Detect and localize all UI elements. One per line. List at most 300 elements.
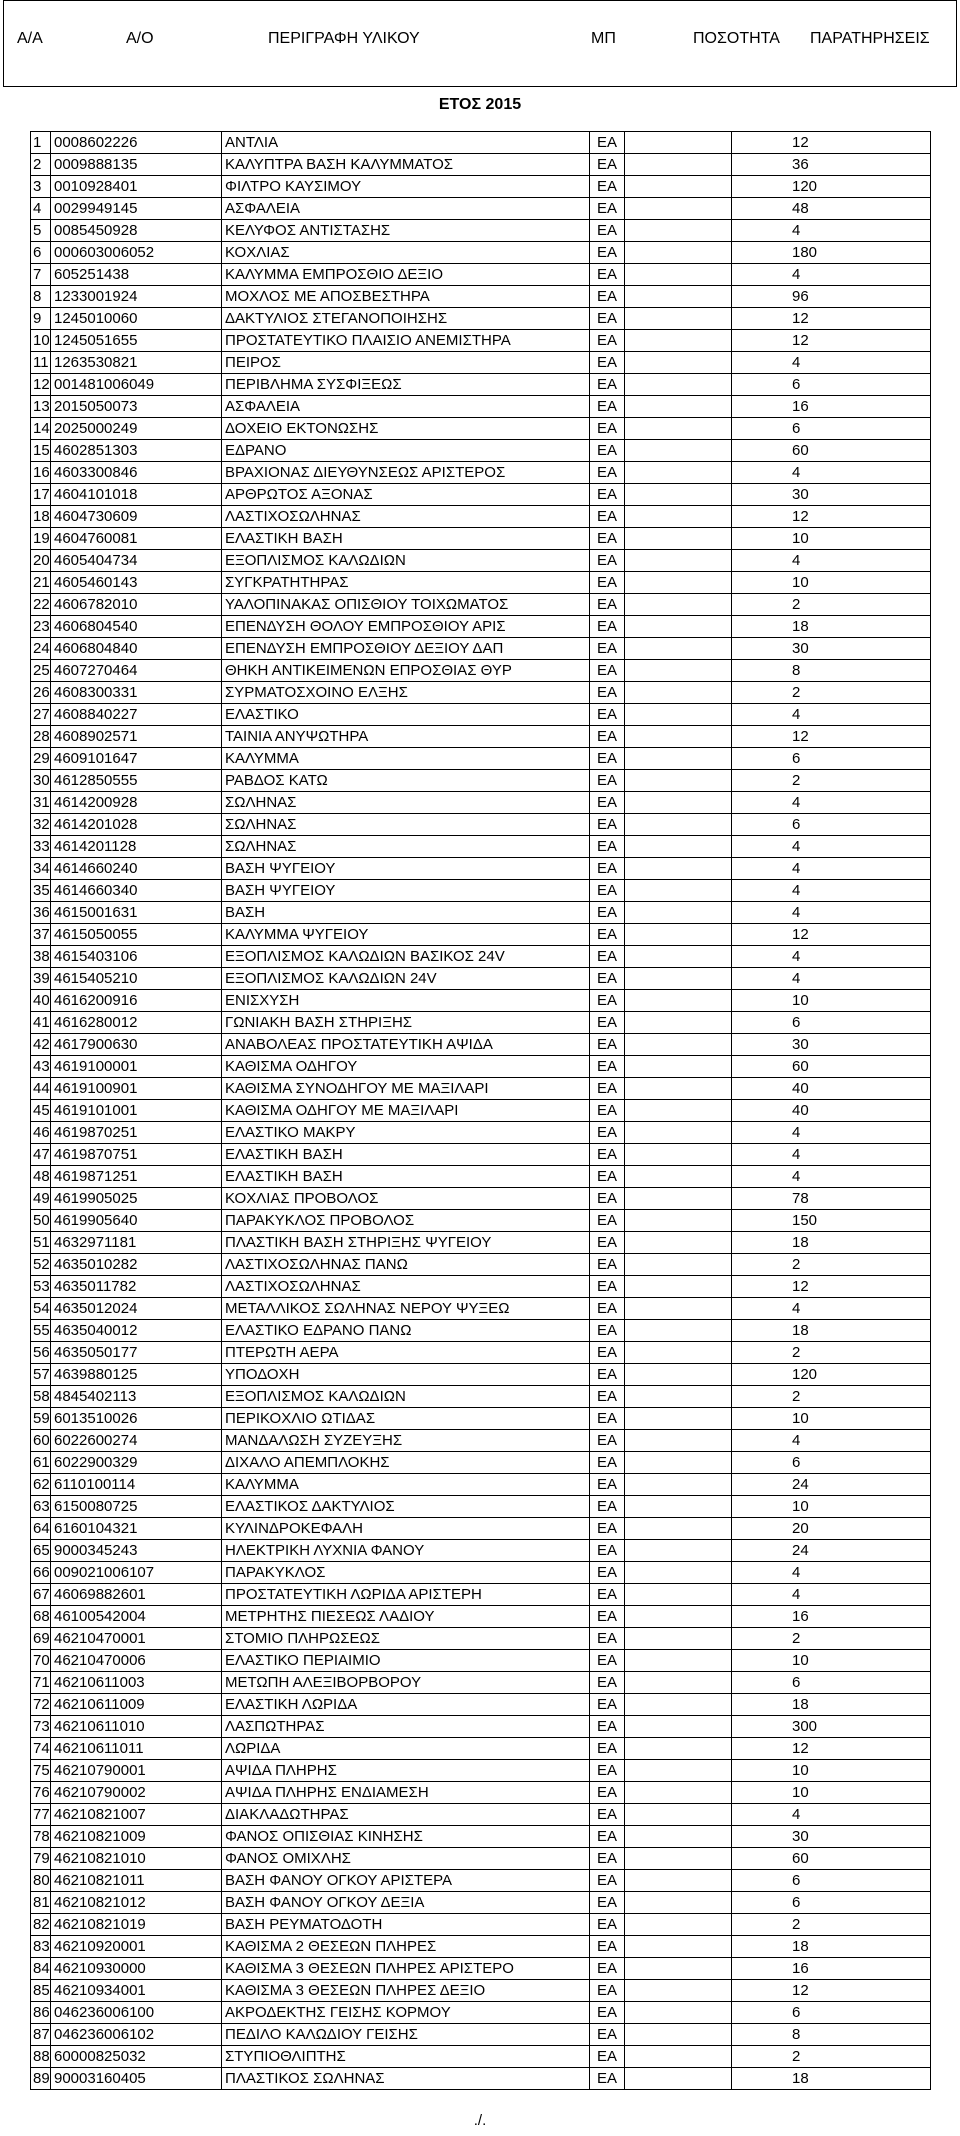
item-code: 4606804540 — [51, 616, 222, 637]
item-description: ΕΠΕΝΔΥΣΗ ΘΟΛΟΥ ΕΜΠΡΟΣΘΙΟΥ ΑΡΙΣ — [222, 616, 590, 637]
item-code: 4635011782 — [51, 1276, 222, 1297]
item-unit: ΕΑ — [590, 924, 625, 945]
item-unit: ΕΑ — [590, 704, 625, 725]
empty-cell — [625, 1496, 732, 1517]
item-description: ΚΑΘΙΣΜΑ 2 ΘΕΣΕΩΝ ΠΛΗΡΕΣ — [222, 1936, 590, 1957]
item-quantity: 10 — [732, 1408, 931, 1429]
empty-cell — [625, 374, 732, 395]
item-description: ΚΑΘΙΣΜΑ 3 ΘΕΣΕΩΝ ΠΛΗΡΕΣ ΔΕΞΙΟ — [222, 1980, 590, 2001]
table-row — [31, 1166, 931, 1188]
table-row — [31, 594, 931, 616]
table-row — [31, 1518, 931, 1540]
item-description: ΛΑΣΠΩΤΗΡΑΣ — [222, 1716, 590, 1737]
item-unit: ΕΑ — [590, 1782, 625, 1803]
item-description: ΣΤΟΜΙΟ ΠΛΗΡΩΣΕΩΣ — [222, 1628, 590, 1649]
empty-cell — [625, 1936, 732, 1957]
item-description: ΕΞΟΠΛΙΣΜΟΣ ΚΑΛΩΔΙΩΝ — [222, 1386, 590, 1407]
item-quantity: 24 — [732, 1474, 931, 1495]
item-quantity: 18 — [732, 1936, 931, 1957]
row-number: 61 — [33, 1454, 50, 1471]
item-quantity: 30 — [732, 1034, 931, 1055]
table-row — [31, 1826, 931, 1848]
item-code: 4619100001 — [51, 1056, 222, 1077]
item-quantity: 6 — [732, 2002, 931, 2023]
item-description: ΕΛΑΣΤΙΚΟΣ ΔΑΚΤΥΛΙΟΣ — [222, 1496, 590, 1517]
table-row — [31, 1606, 931, 1628]
item-code: 4615001631 — [51, 902, 222, 923]
item-quantity: 12 — [732, 132, 931, 153]
row-number: 49 — [33, 1190, 50, 1207]
item-code: 4614201128 — [51, 836, 222, 857]
item-description: ΠΑΡΑΚΥΚΛΟΣ ΠΡΟΒΟΛΟΣ — [222, 1210, 590, 1231]
header-unit: ΜΠ — [591, 30, 616, 47]
item-code: 000603006052 — [51, 242, 222, 263]
item-description: ΕΞΟΠΛΙΣΜΟΣ ΚΑΛΩΔΙΩΝ ΒΑΣΙΚΟΣ 24V — [222, 946, 590, 967]
item-code: 4619100901 — [51, 1078, 222, 1099]
item-code: 46210470006 — [51, 1650, 222, 1671]
item-code: 009021006107 — [51, 1562, 222, 1583]
empty-cell — [625, 880, 732, 901]
item-quantity: 10 — [732, 1760, 931, 1781]
row-number: 2 — [31, 154, 51, 175]
item-code: 6150080725 — [51, 1496, 222, 1517]
item-unit: ΕΑ — [590, 1100, 625, 1121]
item-unit: ΕΑ — [590, 2024, 625, 2045]
item-code: 4639880125 — [51, 1364, 222, 1385]
row-number: 42 — [33, 1036, 50, 1053]
item-code: 46210821007 — [51, 1804, 222, 1825]
table-row — [31, 484, 931, 506]
item-quantity: 4 — [732, 264, 931, 285]
item-unit: ΕΑ — [590, 770, 625, 791]
item-unit: ΕΑ — [590, 1276, 625, 1297]
item-quantity: 10 — [732, 1496, 931, 1517]
item-code: 90003160405 — [51, 2068, 222, 2089]
item-code: 60000825032 — [51, 2046, 222, 2067]
empty-cell — [625, 682, 732, 703]
empty-cell — [625, 1078, 732, 1099]
row-number: 10 — [33, 332, 50, 349]
table-row — [31, 1276, 931, 1298]
item-quantity: 4 — [732, 902, 931, 923]
row-number: 83 — [33, 1938, 50, 1955]
item-unit: ΕΑ — [590, 792, 625, 813]
row-number: 16 — [33, 464, 50, 481]
empty-cell — [625, 1848, 732, 1869]
item-description: ΚΑΘΙΣΜΑ ΟΔΗΓΟΥ ΜΕ ΜΑΞΙΛΑΡΙ — [222, 1100, 590, 1121]
item-description: ΑΨΙΔΑ ΠΛΗΡΗΣ ΕΝΔΙΑΜΕΣΗ — [222, 1782, 590, 1803]
header-description: ΠΕΡΙΓΡΑΦΗ ΥΛΙΚΟΥ — [268, 30, 420, 47]
item-unit: ΕΑ — [590, 638, 625, 659]
item-code: 4605460143 — [51, 572, 222, 593]
empty-cell — [625, 1210, 732, 1231]
row-number: 4 — [31, 198, 51, 219]
item-description: ΕΛΑΣΤΙΚΟ ΜΑΚΡΥ — [222, 1122, 590, 1143]
item-unit: ΕΑ — [590, 220, 625, 241]
item-code: 2015050073 — [51, 396, 222, 417]
item-description: ΠΡΟΣΤΑΤΕΥΤΙΚΗ ΛΩΡΙΔΑ ΑΡΙΣΤΕΡΗ — [222, 1584, 590, 1605]
empty-cell — [625, 836, 732, 857]
item-code: 1245051655 — [51, 330, 222, 351]
row-number: 64 — [33, 1520, 50, 1537]
row-number: 59 — [33, 1410, 50, 1427]
item-unit: ΕΑ — [590, 242, 625, 263]
item-code: 4602851303 — [51, 440, 222, 461]
item-description: ΔΙΑΚΛΑΔΩΤΗΡΑΣ — [222, 1804, 590, 1825]
item-code: 46100542004 — [51, 1606, 222, 1627]
item-unit: ΕΑ — [590, 858, 625, 879]
item-quantity: 30 — [732, 484, 931, 505]
empty-cell — [625, 2024, 732, 2045]
row-number: 36 — [33, 904, 50, 921]
item-unit: ΕΑ — [590, 1650, 625, 1671]
row-number: 77 — [33, 1806, 50, 1823]
item-description: ΑΚΡΟΔΕΚΤΗΣ ΓΕΙΣΗΣ ΚΟΡΜΟΥ — [222, 2002, 590, 2023]
item-unit: ΕΑ — [590, 2002, 625, 2023]
item-code: 4614660240 — [51, 858, 222, 879]
item-unit: ΕΑ — [590, 1694, 625, 1715]
row-number: 21 — [33, 574, 50, 591]
item-unit: ΕΑ — [590, 550, 625, 571]
item-description: ΠΕΙΡΟΣ — [222, 352, 590, 373]
item-description: ΣΩΛΗΝΑΣ — [222, 814, 590, 835]
item-unit: ΕΑ — [590, 1540, 625, 1561]
table-row — [31, 1804, 931, 1826]
empty-cell — [625, 1034, 732, 1055]
item-quantity: 12 — [732, 330, 931, 351]
item-unit: ΕΑ — [590, 902, 625, 923]
table-row — [31, 462, 931, 484]
item-quantity: 12 — [732, 308, 931, 329]
row-number: 78 — [33, 1828, 50, 1845]
table-row — [31, 242, 931, 264]
empty-cell — [625, 1408, 732, 1429]
empty-cell — [625, 550, 732, 571]
item-quantity: 2 — [732, 1628, 931, 1649]
item-quantity: 18 — [732, 1694, 931, 1715]
empty-cell — [625, 1474, 732, 1495]
item-unit: ΕΑ — [590, 682, 625, 703]
empty-cell — [625, 1386, 732, 1407]
item-quantity: 2 — [732, 594, 931, 615]
empty-cell — [625, 154, 732, 175]
item-unit: ΕΑ — [590, 1320, 625, 1341]
empty-cell — [625, 792, 732, 813]
table-row — [31, 1628, 931, 1650]
item-description: ΠΡΟΣΤΑΤΕΥΤΙΚΟ ΠΛΑΙΣΙΟ ΑΝΕΜΙΣΤΗΡΑ — [222, 330, 590, 351]
row-number: 50 — [33, 1212, 50, 1229]
row-number: 11 — [31, 352, 51, 373]
item-code: 46210611010 — [51, 1716, 222, 1737]
row-number: 65 — [33, 1542, 50, 1559]
item-unit: ΕΑ — [590, 1738, 625, 1759]
item-description: ΑΨΙΔΑ ΠΛΗΡΗΣ — [222, 1760, 590, 1781]
item-quantity: 6 — [732, 814, 931, 835]
item-code: 4635040012 — [51, 1320, 222, 1341]
item-code: 4615050055 — [51, 924, 222, 945]
row-number: 15 — [33, 442, 50, 459]
table-row — [31, 264, 931, 286]
table-row — [31, 330, 931, 352]
item-quantity: 16 — [732, 396, 931, 417]
empty-cell — [625, 1364, 732, 1385]
item-unit: ΕΑ — [590, 1958, 625, 1979]
item-code: 4606804840 — [51, 638, 222, 659]
item-quantity: 12 — [732, 1276, 931, 1297]
item-code: 46210821011 — [51, 1870, 222, 1891]
table-row — [31, 1738, 931, 1760]
table-row — [31, 1056, 931, 1078]
item-description: ΒΑΣΗ ΨΥΓΕΙΟΥ — [222, 858, 590, 879]
empty-cell — [625, 1606, 732, 1627]
item-quantity: 6 — [732, 1012, 931, 1033]
row-number: 24 — [33, 640, 50, 657]
header-aa: Α/Α — [17, 30, 43, 47]
item-unit: ΕΑ — [590, 1848, 625, 1869]
item-quantity: 2 — [732, 1254, 931, 1275]
item-description: ΑΡΘΡΩΤΟΣ ΑΞΟΝΑΣ — [222, 484, 590, 505]
table-row — [31, 858, 931, 880]
table-row — [31, 1012, 931, 1034]
row-number: 66 — [33, 1564, 50, 1581]
empty-cell — [625, 616, 732, 637]
empty-cell — [625, 638, 732, 659]
table-row — [31, 1980, 931, 2002]
empty-cell — [625, 924, 732, 945]
item-quantity: 150 — [732, 1210, 931, 1231]
item-quantity: 60 — [732, 1056, 931, 1077]
table-row — [31, 1584, 931, 1606]
item-description: ΚΑΛΥΜΜΑ — [222, 1474, 590, 1495]
item-code: 605251438 — [51, 264, 222, 285]
row-number: 25 — [33, 662, 50, 679]
item-description: ΚΟΧΛΙΑΣ ΠΡΟΒΟΛΟΣ — [222, 1188, 590, 1209]
item-code: 4604730609 — [51, 506, 222, 527]
row-number: 13 — [33, 398, 50, 415]
row-number: 58 — [33, 1388, 50, 1405]
row-number: 86 — [33, 2004, 50, 2021]
item-code: 46069882601 — [51, 1584, 222, 1605]
item-description: ΜΕΤΡΗΤΗΣ ΠΙΕΣΕΩΣ ΛΑΔΙΟΥ — [222, 1606, 590, 1627]
table-row — [31, 2024, 931, 2046]
item-quantity: 96 — [732, 286, 931, 307]
item-quantity: 16 — [732, 1958, 931, 1979]
row-number: 28 — [33, 728, 50, 745]
item-description: ΠΛΑΣΤΙΚΟΣ ΣΩΛΗΝΑΣ — [222, 2068, 590, 2089]
item-description: ΥΠΟΔΟΧΗ — [222, 1364, 590, 1385]
row-number: 60 — [33, 1432, 50, 1449]
table-row — [31, 1100, 931, 1122]
table-row — [31, 176, 931, 198]
row-number: 88 — [33, 2048, 50, 2065]
table-row — [31, 792, 931, 814]
item-unit: ΕΑ — [590, 1056, 625, 1077]
item-quantity: 120 — [732, 176, 931, 197]
item-description: ΠΛΑΣΤΙΚΗ ΒΑΣΗ ΣΤΗΡΙΞΗΣ ΨΥΓΕΙΟΥ — [222, 1232, 590, 1253]
item-unit: ΕΑ — [590, 1386, 625, 1407]
empty-cell — [625, 308, 732, 329]
item-quantity: 10 — [732, 1650, 931, 1671]
row-number: 57 — [33, 1366, 50, 1383]
item-description: ΒΑΣΗ ΦΑΝΟΥ ΟΓΚΟΥ ΑΡΙΣΤΕΡΑ — [222, 1870, 590, 1891]
item-unit: ΕΑ — [590, 748, 625, 769]
item-description: ΚΑΛΥΜΜΑ ΨΥΓΕΙΟΥ — [222, 924, 590, 945]
item-code: 4609101647 — [51, 748, 222, 769]
table-row — [31, 198, 931, 220]
item-code: 46210821009 — [51, 1826, 222, 1847]
empty-cell — [625, 858, 732, 879]
empty-cell — [625, 2068, 732, 2089]
item-unit: ΕΑ — [590, 352, 625, 373]
item-description: ΔΑΚΤΥΛΙΟΣ ΣΤΕΓΑΝΟΠΟΙΗΣΗΣ — [222, 308, 590, 329]
item-code: 6160104321 — [51, 1518, 222, 1539]
table-row — [31, 374, 931, 396]
empty-cell — [625, 1826, 732, 1847]
table-row — [31, 1232, 931, 1254]
item-description: ΠΕΔΙΛΟ ΚΑΛΩΔΙΟΥ ΓΕΙΣΗΣ — [222, 2024, 590, 2045]
table-row — [31, 154, 931, 176]
empty-cell — [625, 1672, 732, 1693]
item-unit: ΕΑ — [590, 1298, 625, 1319]
table-row — [31, 1562, 931, 1584]
item-code: 1233001924 — [51, 286, 222, 307]
empty-cell — [625, 1716, 732, 1737]
table-row — [31, 1496, 931, 1518]
empty-cell — [625, 704, 732, 725]
item-quantity: 2 — [732, 1386, 931, 1407]
item-code: 4616200916 — [51, 990, 222, 1011]
empty-cell — [625, 1100, 732, 1121]
row-number: 85 — [33, 1982, 50, 1999]
item-description: ΦΑΝΟΣ ΟΠΙΣΘΙΑΣ ΚΙΝΗΣΗΣ — [222, 1826, 590, 1847]
row-number: 7 — [31, 264, 51, 285]
empty-cell — [625, 748, 732, 769]
item-unit: ΕΑ — [590, 308, 625, 329]
item-quantity: 6 — [732, 1672, 931, 1693]
empty-cell — [625, 1958, 732, 1979]
item-unit: ΕΑ — [590, 1496, 625, 1517]
item-quantity: 4 — [732, 946, 931, 967]
item-unit: ΕΑ — [590, 946, 625, 967]
empty-cell — [625, 242, 732, 263]
empty-cell — [625, 726, 732, 747]
item-code: 4607270464 — [51, 660, 222, 681]
item-quantity: 4 — [732, 1144, 931, 1165]
table-row — [31, 924, 931, 946]
row-number: 81 — [33, 1894, 50, 1911]
item-code: 4615405210 — [51, 968, 222, 989]
row-number: 48 — [33, 1168, 50, 1185]
row-number: 56 — [33, 1344, 50, 1361]
empty-cell — [625, 1342, 732, 1363]
item-quantity: 6 — [732, 748, 931, 769]
empty-cell — [625, 1562, 732, 1583]
row-number: 35 — [33, 882, 50, 899]
item-code: 46210790001 — [51, 1760, 222, 1781]
item-quantity: 48 — [732, 198, 931, 219]
header-notes: ΠΑΡΑΤΗΡΗΣΕΙΣ — [810, 30, 930, 47]
empty-cell — [625, 418, 732, 439]
row-number: 71 — [33, 1674, 50, 1691]
row-number: 18 — [33, 508, 50, 525]
item-unit: ΕΑ — [590, 572, 625, 593]
item-description: ΒΑΣΗ — [222, 902, 590, 923]
item-description: ΥΑΛΟΠΙΝΑΚΑΣ ΟΠΙΣΘΙΟΥ ΤΟΙΧΩΜΑΤΟΣ — [222, 594, 590, 615]
item-code: 6022600274 — [51, 1430, 222, 1451]
table-row — [31, 1650, 931, 1672]
item-unit: ΕΑ — [590, 154, 625, 175]
item-code: 0029949145 — [51, 198, 222, 219]
item-description: ΕΛΑΣΤΙΚΟ ΕΔΡΑΝΟ ΠΑΝΩ — [222, 1320, 590, 1341]
item-quantity: 78 — [732, 1188, 931, 1209]
item-description: ΔΙΧΑΛΟ ΑΠΕΜΠΛΟΚΗΣ — [222, 1452, 590, 1473]
empty-cell — [625, 1980, 732, 2001]
item-quantity: 24 — [732, 1540, 931, 1561]
item-code: 4619101001 — [51, 1100, 222, 1121]
table-row — [31, 1408, 931, 1430]
item-quantity: 6 — [732, 374, 931, 395]
row-number: 17 — [33, 486, 50, 503]
empty-cell — [625, 352, 732, 373]
item-description: ΜΕΤΑΛΛΙΚΟΣ ΣΩΛΗΝΑΣ ΝΕΡΟΥ ΨΥΞΕΩ — [222, 1298, 590, 1319]
item-description: ΕΛΑΣΤΙΚΗ ΒΑΣΗ — [222, 1166, 590, 1187]
empty-cell — [625, 2046, 732, 2067]
row-number: 1 — [31, 132, 51, 153]
item-code: 46210821019 — [51, 1914, 222, 1935]
item-description: ΓΩΝΙΑΚΗ ΒΑΣΗ ΣΤΗΡΙΞΗΣ — [222, 1012, 590, 1033]
empty-cell — [625, 2002, 732, 2023]
row-number: 32 — [33, 816, 50, 833]
item-quantity: 12 — [732, 924, 931, 945]
item-unit: ΕΑ — [590, 594, 625, 615]
item-unit: ΕΑ — [590, 1034, 625, 1055]
item-description: ΜΟΧΛΟΣ ΜΕ ΑΠΟΣΒΕΣΤΗΡΑ — [222, 286, 590, 307]
item-unit: ΕΑ — [590, 1716, 625, 1737]
row-number: 12 — [33, 376, 50, 393]
empty-cell — [625, 462, 732, 483]
item-unit: ΕΑ — [590, 990, 625, 1011]
item-code: 2025000249 — [51, 418, 222, 439]
empty-cell — [625, 1276, 732, 1297]
table-row — [31, 726, 931, 748]
row-number: 67 — [33, 1586, 50, 1603]
item-quantity: 60 — [732, 1848, 931, 1869]
empty-cell — [625, 1628, 732, 1649]
row-number: 70 — [33, 1652, 50, 1669]
item-description: ΔΟΧΕΙΟ ΕΚΤΟΝΩΣΗΣ — [222, 418, 590, 439]
empty-cell — [625, 220, 732, 241]
item-description: ΑΝΑΒΟΛΕΑΣ ΠΡΟΣΤΑΤΕΥΤΙΚΗ ΑΨΙΔΑ — [222, 1034, 590, 1055]
item-unit: ΕΑ — [590, 660, 625, 681]
item-description: ΠΕΡΙΚΟΧΛΙΟ ΩΤΙΔΑΣ — [222, 1408, 590, 1429]
item-description: ΦΙΛΤΡΟ ΚΑΥΣΙΜΟΥ — [222, 176, 590, 197]
item-code: 001481006049 — [51, 374, 222, 395]
item-quantity: 4 — [732, 1430, 931, 1451]
table-row — [31, 572, 931, 594]
empty-cell — [625, 1914, 732, 1935]
item-unit: ΕΑ — [590, 836, 625, 857]
table-row — [31, 550, 931, 572]
item-unit: ΕΑ — [590, 1936, 625, 1957]
item-code: 4616280012 — [51, 1012, 222, 1033]
row-number: 31 — [33, 794, 50, 811]
item-unit: ΕΑ — [590, 198, 625, 219]
item-code: 4615403106 — [51, 946, 222, 967]
row-number: 82 — [33, 1916, 50, 1933]
table-row — [31, 1320, 931, 1342]
item-quantity: 6 — [732, 1452, 931, 1473]
item-quantity: 18 — [732, 2068, 931, 2089]
